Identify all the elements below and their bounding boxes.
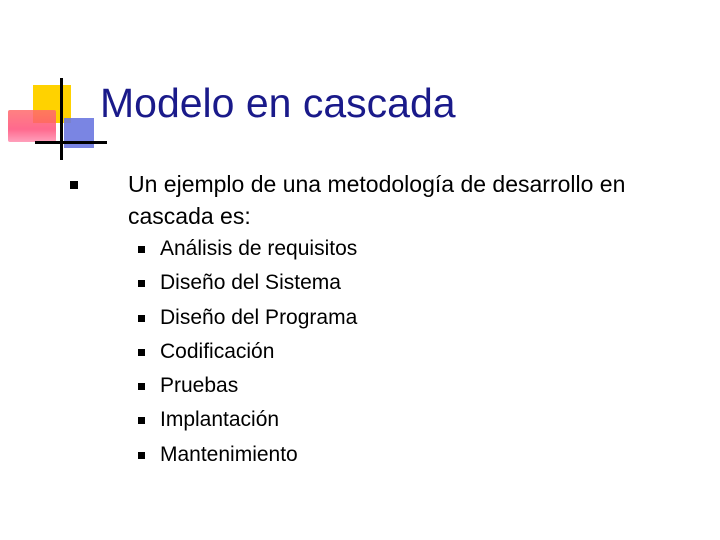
list-item-text: Diseño del Programa <box>160 305 358 329</box>
list-item-text: Mantenimiento <box>160 442 298 466</box>
square-bullet-icon <box>138 417 145 424</box>
logo-horizontal-line <box>35 141 107 144</box>
square-bullet-icon <box>138 349 145 356</box>
square-bullet-icon <box>70 181 78 189</box>
list-item-text: Análisis de requisitos <box>160 237 358 260</box>
list-item-text: Implantación <box>160 408 280 432</box>
main-bullet-text: Un ejemplo de una metodología de desarrollo en cascada es: <box>128 171 626 229</box>
square-bullet-icon <box>138 246 145 253</box>
square-bullet-icon <box>138 383 145 390</box>
square-bullet-icon <box>138 280 145 287</box>
square-bullet-icon <box>138 452 145 459</box>
square-bullet-icon <box>138 315 145 322</box>
slide-title: Modelo en cascada <box>100 80 456 126</box>
list-item-text: Pruebas <box>160 374 239 398</box>
decorative-squares-logo <box>0 0 100 170</box>
logo-vertical-line <box>60 78 63 160</box>
logo-red-square <box>8 110 56 142</box>
list-item-text: Diseño del Sistema <box>160 271 341 295</box>
list-item-text: Codificación <box>160 339 275 363</box>
